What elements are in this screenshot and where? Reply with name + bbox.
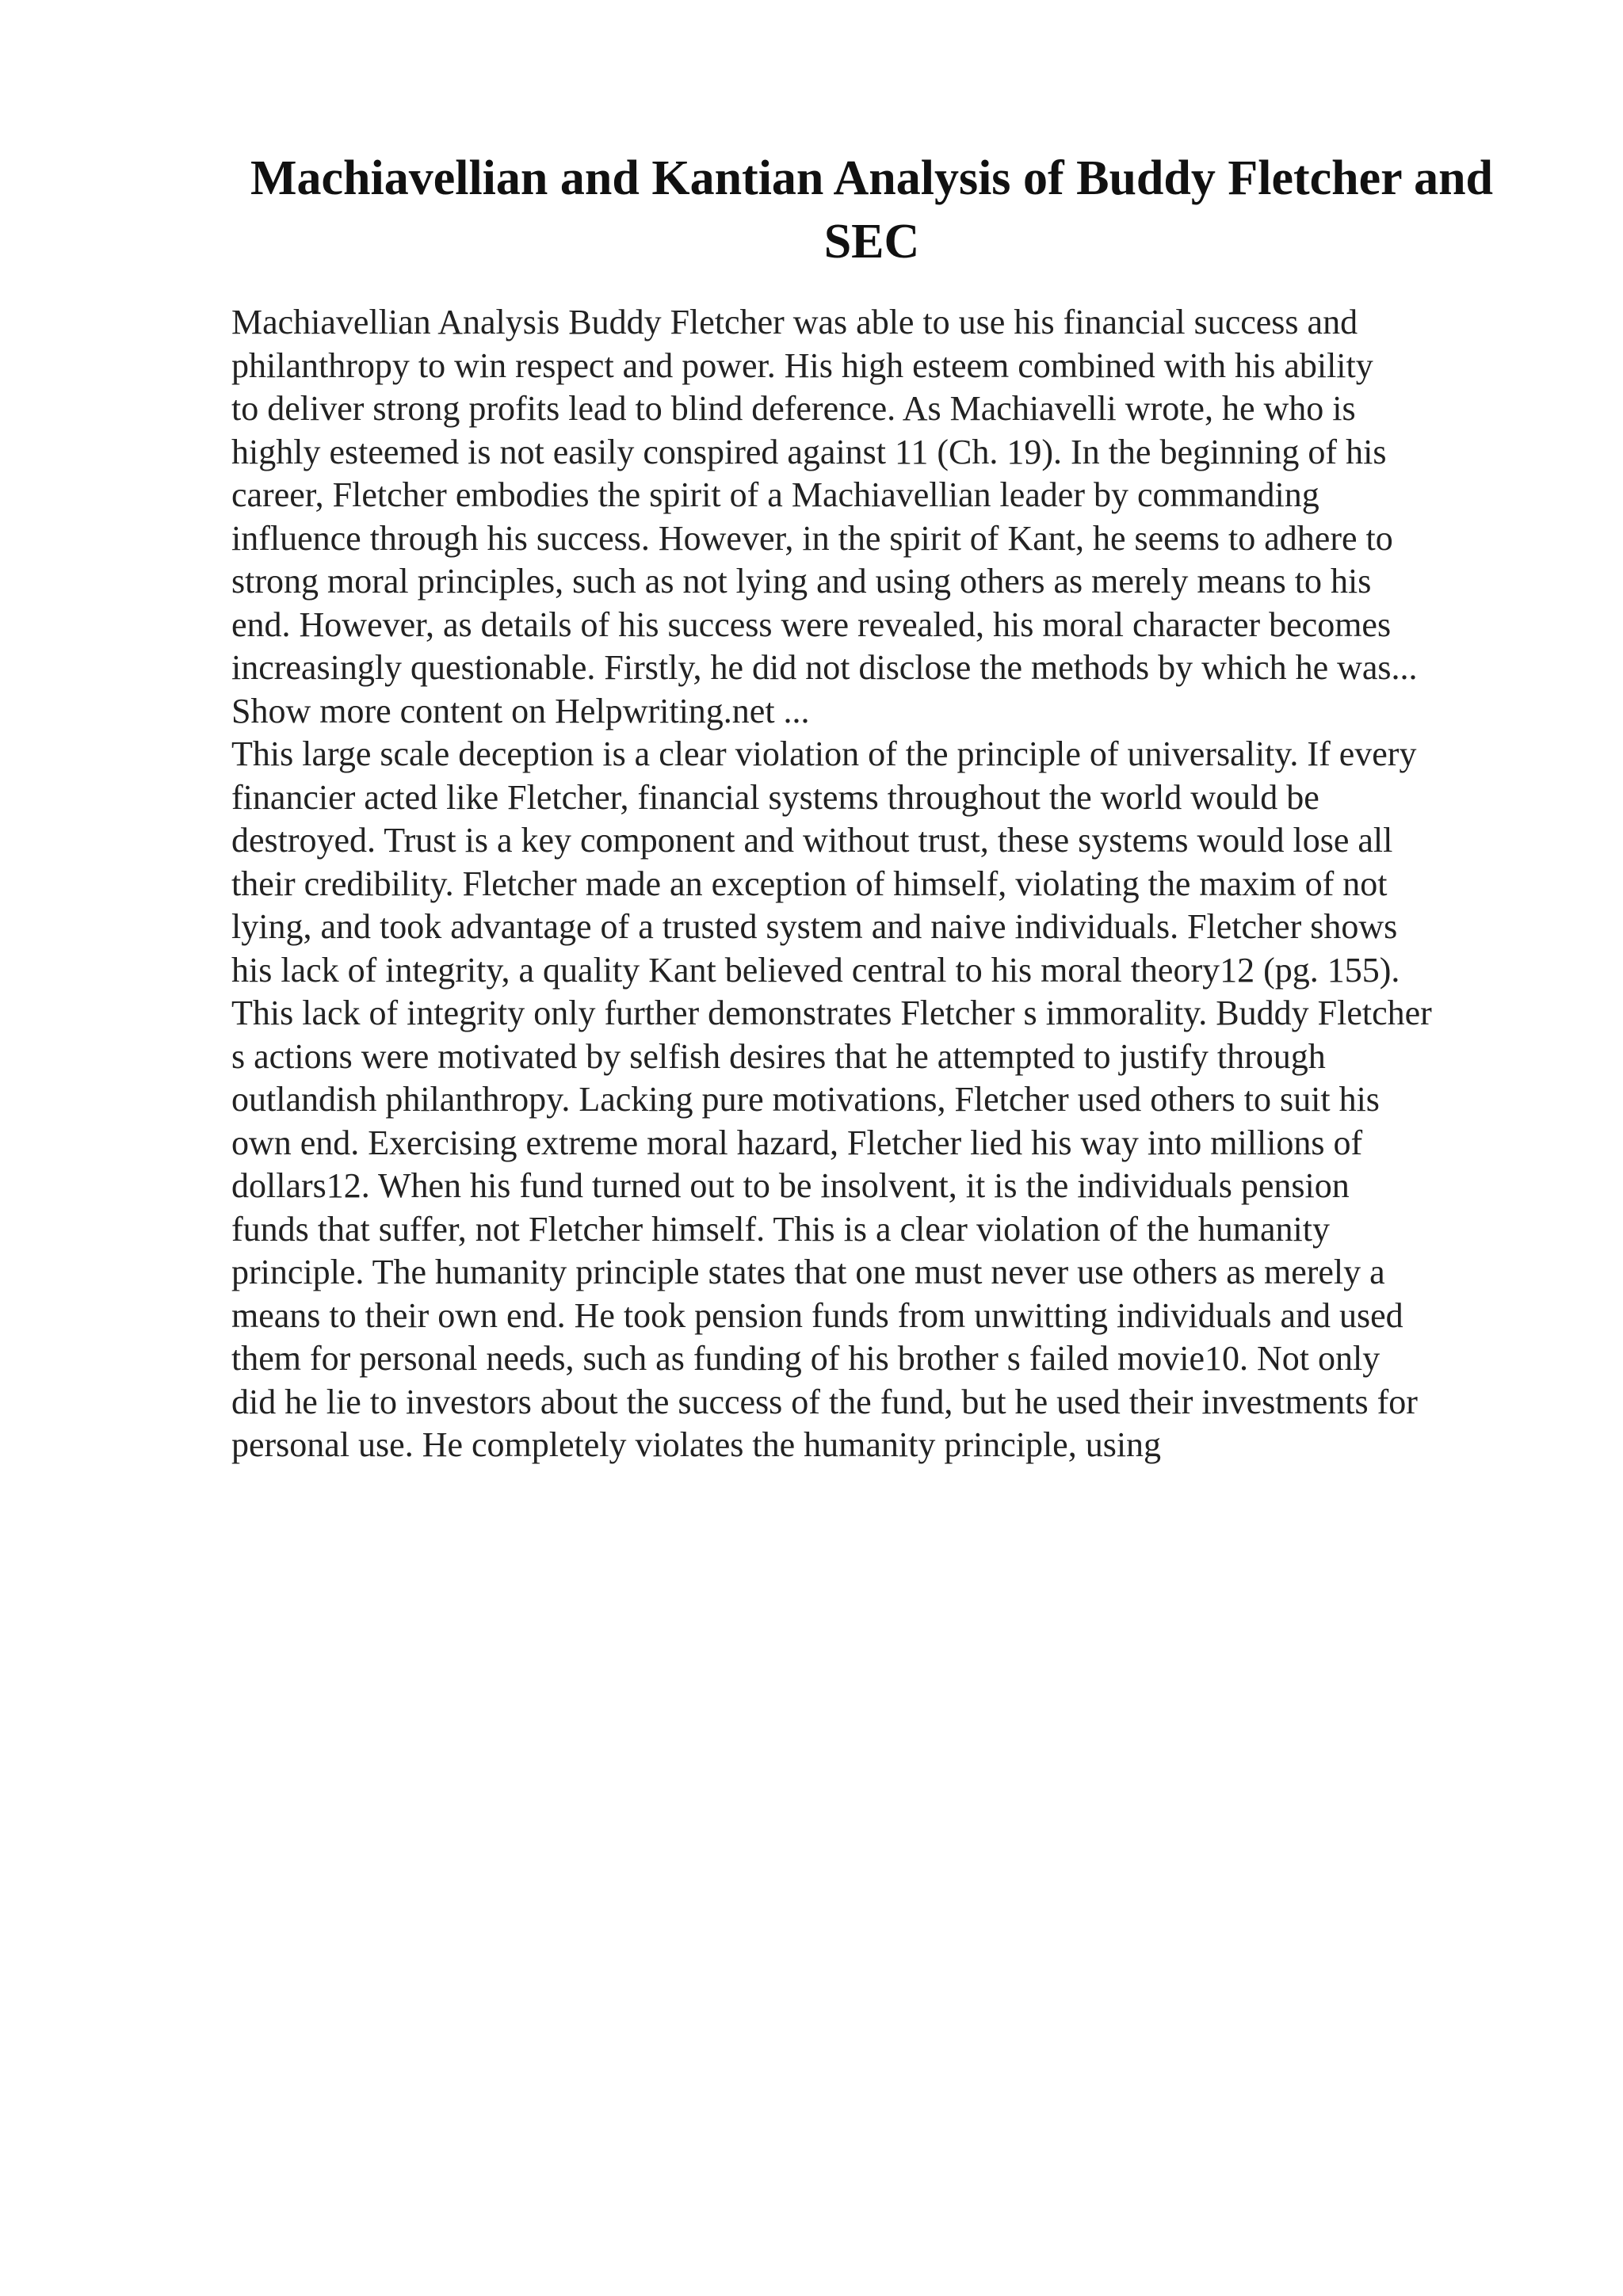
body-line: career, Fletcher embodies the spirit of a Machiavellian leader by commanding <box>231 475 1319 514</box>
body-line: did he lie to investors about the success of the fund, but he used their investments for <box>231 1382 1418 1421</box>
body-line: outlandish philanthropy. Lacking pure motivations, Fletcher used others to suit his <box>231 1080 1380 1119</box>
body-line: his lack of integrity, a quality Kant believed central to his moral theory12 (pg. 155). <box>231 950 1400 990</box>
body-line: lying, and took advantage of a trusted system and naive individuals. Fletcher shows <box>231 907 1398 946</box>
show-more-link[interactable]: Show more content on Helpwriting.net ... <box>231 691 810 730</box>
body-line: their credibility. Fletcher made an exception of himself, violating the maxim of not <box>231 864 1388 903</box>
body-line: dollars12. When his fund turned out to be insolvent, it is the individuals pension <box>231 1166 1350 1205</box>
body-line: principle. The humanity principle states that one must never use others as merely a <box>231 1253 1385 1291</box>
title-line: SEC <box>823 215 920 269</box>
body-line: strong moral principles, such as not lying and using others as merely means to his <box>231 562 1372 601</box>
body-line: This large scale deception is a clear violation of the principle of universality. If every <box>231 734 1417 773</box>
body-line: them for personal needs, such as funding of his brother s failed movie10. Not only <box>231 1339 1381 1378</box>
body-line: to deliver strong profits lead to blind deference. As Machiavelli wrote, he who is <box>231 389 1356 428</box>
body-line: philanthropy to win respect and power. His high esteem combined with his ability <box>231 345 1373 385</box>
body-line: funds that suffer, not Fletcher himself. This is a clear violation of the humanity <box>231 1209 1330 1249</box>
title-line: Machiavellian and Kantian Analysis of Buddy Fletcher and <box>250 151 1494 205</box>
body-line: end. However, as details of his success were revealed, his moral character becomes <box>231 605 1392 644</box>
body-line: s actions were motivated by selfish desires that he attempted to justify through <box>231 1036 1326 1076</box>
body-line: means to their own end. He took pension funds from unwitting individuals and used <box>231 1295 1403 1335</box>
document-title <box>214 147 1529 273</box>
body-line: Machiavellian Analysis Buddy Fletcher was able to use his financial success and <box>231 303 1358 341</box>
body-line: influence through his success. However, in the spirit of Kant, he seems to adhere to <box>231 518 1393 558</box>
document-body <box>231 301 1515 1467</box>
body-line: financier acted like Fletcher, financial systems throughout the world would be <box>231 777 1319 817</box>
body-line: highly esteemed is not easily conspired against 11 (Ch. 19). In the beginning of his <box>231 432 1387 471</box>
body-line: personal use. He completely violates the humanity principle, using <box>231 1425 1162 1464</box>
body-line: This lack of integrity only further demonstrates Fletcher s immorality. Buddy Fletcher <box>231 994 1432 1032</box>
body-line: destroyed. Trust is a key component and without trust, these systems would lose all <box>231 821 1393 860</box>
body-line: own end. Exercising extreme moral hazard, Fletcher lied his way into millions of <box>231 1123 1363 1162</box>
body-line: increasingly questionable. Firstly, he did not disclose the methods by which he was... <box>231 648 1418 687</box>
